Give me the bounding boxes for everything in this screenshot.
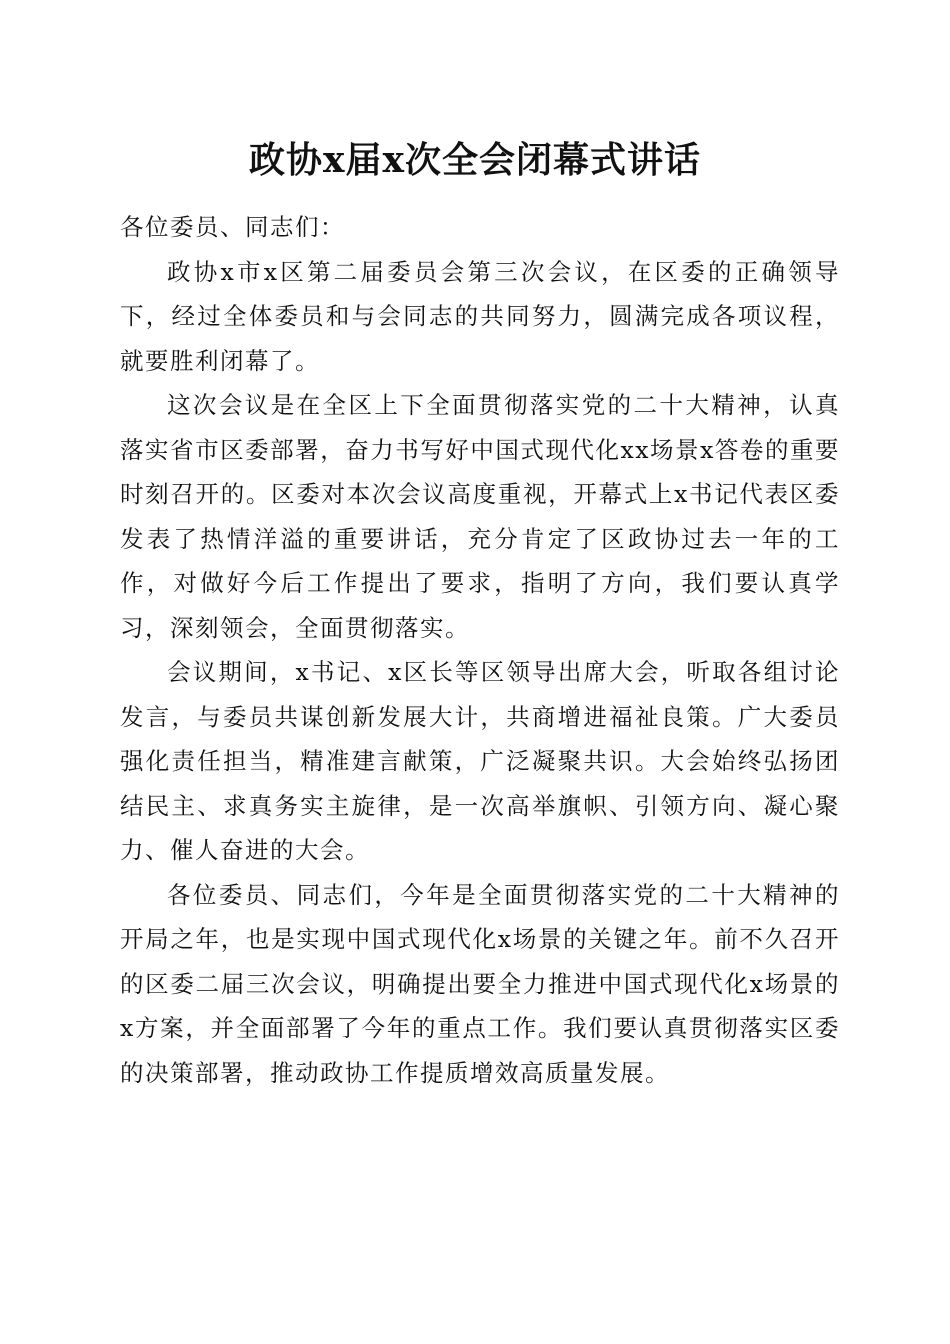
document-body	[120, 205, 840, 1095]
paragraph-3: 会议期间，x书记、x区长等区领导出席大会，听取各组讨论发言，与委员共谋创新发展大计，共商增进福祉良策。广大委员强化责任担当，精准建言献策，广泛凝聚共识。大会始终弘扬团结民主、求真务实主旋律，是一次高举旗帜、引领方向、凝心聚力、催人奋进的大会。	[120, 658, 840, 864]
salutation: 各位委员、同志们：	[120, 213, 345, 241]
paragraph-2: 这次会议是在全区上下全面贯彻落实党的二十大精神，认真落实省市区委部署，奋力书写好中国式现代化xx场景x答卷的重要时刻召开的。区委对本次会议高度重视，开幕式上x书记代表区委发表了热情洋溢的重要讲话，充分肯定了区政协过去一年的工作，对做好今后工作提出了要求，指明了方向，我们要认真学习，深刻领会，全面贯彻落实。	[120, 391, 840, 642]
paragraph-1: 政协x市x区第二届委员会第三次会议，在区委的正确领导下，经过全体委员和与会同志的共同努力，圆满完成各项议程，就要胜利闭幕了。	[120, 257, 840, 375]
document-title: 政协x届x次全会闭幕式讲话	[249, 139, 701, 181]
paragraph-4: 各位委员、同志们，今年是全面贯彻落实党的二十大精神的开局之年，也是实现中国式现代化x场景的关键之年。前不久召开的区委二届三次会议，明确提出要全力推进中国式现代化x场景的x方案，并全面部署了今年的重点工作。我们要认真贯彻落实区委的决策部署，推动政协工作提质增效高质量发展。	[120, 880, 840, 1087]
